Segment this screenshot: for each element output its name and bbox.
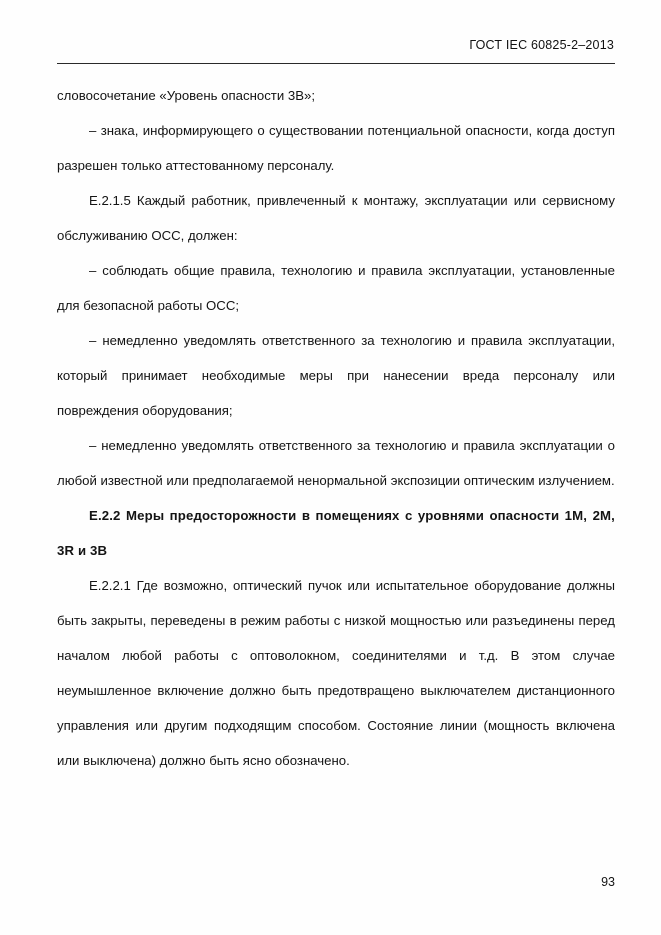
paragraph: Е.2.2.1 Где возможно, оптический пучок или испытательное оборудование должны быть закрыты, переведены в режим работы с низкой мощностью или разъединены перед началом любой работы с оптоволокном, соединителями и т.д. В этом случае неумышленное включение должно быть предотвращено выключателем дистанционного управления или другим подходящим способом. Состояние линии (мощность включена или выключена) должно быть ясно обозначено. [57, 578, 615, 768]
document-body [57, 78, 615, 778]
header-divider-rule [57, 63, 615, 64]
paragraph: – немедленно уведомлять ответственного за технологию и правила эксплуатации о любой известной или предполагаемой ненормальной экспозиции оптическим излучением. [57, 438, 615, 488]
paragraph: – немедленно уведомлять ответственного за технологию и правила эксплуатации, который принимает необходимые меры при нанесении вреда персоналу или повреждения оборудования; [57, 333, 615, 418]
page-header-standard-number: ГОСТ IEC 60825-2–2013 [469, 38, 614, 52]
section-heading: Е.2.2 Меры предосторожности в помещениях с уровнями опасности 1М, 2М, 3R и 3В [57, 508, 615, 558]
paragraph: – соблюдать общие правила, технологию и правила эксплуатации, установленные для безопасной работы ОСС; [57, 263, 615, 313]
page-number: 93 [601, 875, 615, 889]
paragraph: словосочетание «Уровень опасности 3В»; [57, 88, 315, 103]
paragraph: – знака, информирующего о существовании потенциальной опасности, когда доступ разрешен только аттестованному персоналу. [57, 123, 615, 173]
paragraph: Е.2.1.5 Каждый работник, привлеченный к монтажу, эксплуатации или сервисному обслуживанию ОСС, должен: [57, 193, 615, 243]
